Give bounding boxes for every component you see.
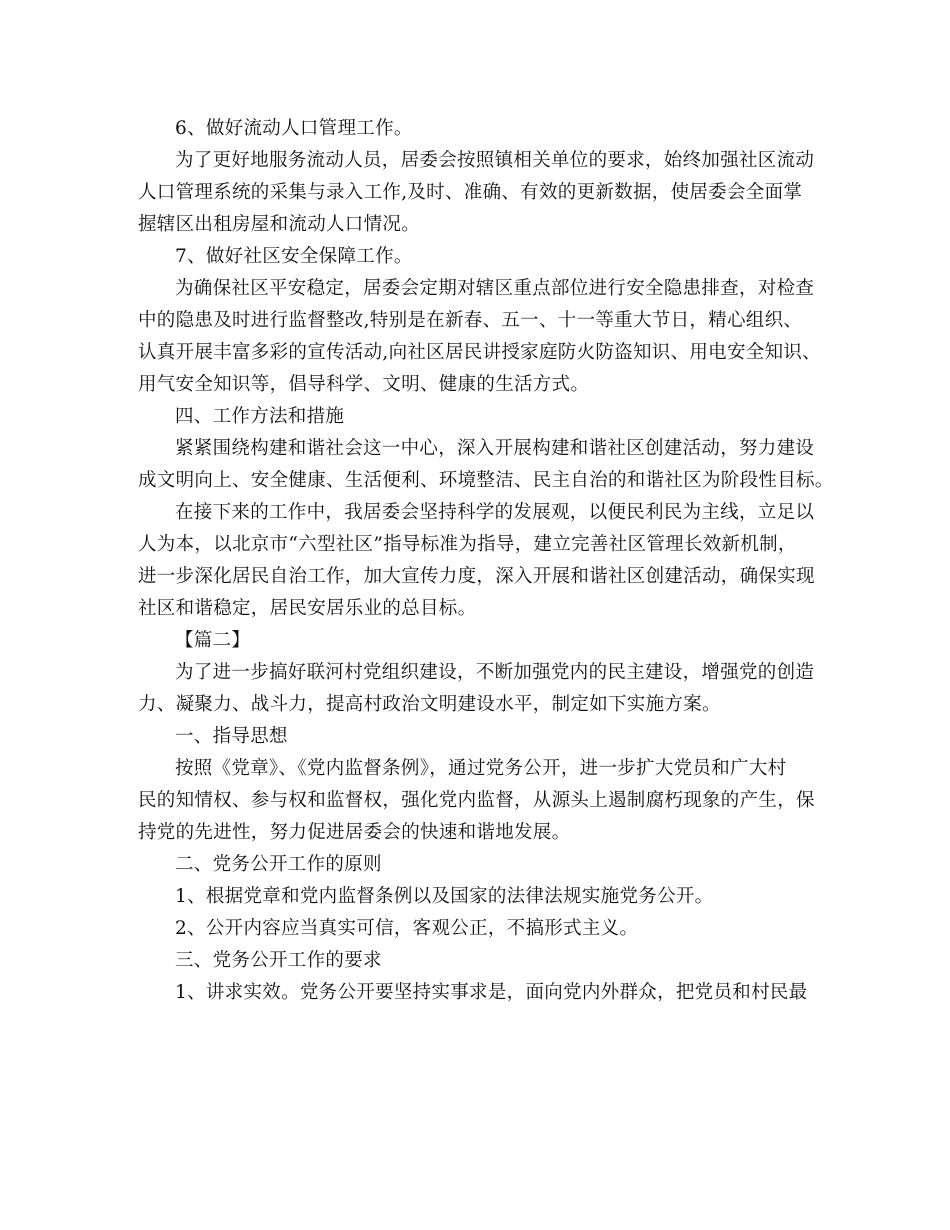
text-line: 进一步深化居民自治工作，加大宣传力度，深入开展和谐社区创建活动，确保实现 bbox=[138, 566, 815, 587]
text-line: 2、公开内容应当真实可信，客观公正，不搞形式主义。 bbox=[175, 918, 639, 939]
document-body bbox=[138, 113, 834, 1009]
text-line: 民的知情权、参与权和监督权，强化党内监督，从源头上遏制腐朽现象的产生，保 bbox=[138, 790, 815, 811]
text-line: 力、凝聚力、战斗力，提高村政治文明建设水平，制定如下实施方案。 bbox=[138, 694, 721, 715]
text-line: 为确保社区平安稳定，居委会定期对辖区重点部位进行安全隐患排查，对检查 bbox=[175, 278, 815, 299]
text-line: 握辖区出租房屋和流动人口情况。 bbox=[138, 214, 421, 235]
text-line: 人口管理系统的采集与录入工作,及时、准确、有效的更新数据，使居委会全面掌 bbox=[138, 182, 803, 203]
text-line: 社区和谐稳定，居民安居乐业的总目标。 bbox=[138, 598, 477, 619]
text-line: 人为本，以北京市“六型社区”指导标准为指导，建立完善社区管理长效新机制， bbox=[138, 534, 797, 555]
text-line: 认真开展丰富多彩的宣传活动,向社区居民讲授家庭防火防盗知识、用电安全知识、 bbox=[138, 342, 821, 363]
text-line: 在接下来的工作中，我居委会坚持科学的发展观，以便民利民为主线，立足以 bbox=[175, 502, 815, 523]
text-line: 用气安全知识等，倡导科学、文明、健康的生活方式。 bbox=[138, 374, 590, 395]
text-line: 三、党务公开工作的要求 bbox=[175, 950, 382, 971]
text-line: 为了进一步搞好联河村党组织建设，不断加强党内的民主建设，增强党的创造 bbox=[175, 662, 815, 683]
text-line: 7、做好社区安全保障工作。 bbox=[175, 246, 413, 267]
text-line: 紧紧围绕构建和谐社会这一中心，深入开展构建和谐社区创建活动，努力建设 bbox=[175, 438, 815, 459]
text-line: 一、指导思想 bbox=[175, 726, 288, 747]
text-line: 成文明向上、安全健康、生活便利、环境整洁、民主自治的和谐社区为阶段性目标。 bbox=[138, 470, 834, 491]
text-line: 1、根据党章和党内监督条例以及国家的法律法规实施党务公开。 bbox=[175, 886, 714, 907]
text-line: 四、工作方法和措施 bbox=[175, 406, 345, 427]
text-line: 中的隐患及时进行监督整改,特别是在新春、五一、十一等重大节日，精心组织、 bbox=[138, 310, 803, 331]
text-line: 持党的先进性，努力促进居委会的快速和谐地发展。 bbox=[138, 822, 571, 843]
text-line: 【篇二】 bbox=[175, 630, 251, 651]
text-line: 1、讲求实效。党务公开要坚持实事求是，面向党内外群众，把党员和村民最 bbox=[175, 982, 808, 1003]
text-line: 按照《党章》、《党内监督条例》，通过党务公开，进一步扩大党员和广大村 bbox=[175, 758, 787, 779]
text-line: 二、党务公开工作的原则 bbox=[175, 854, 382, 875]
text-line: 6、做好流动人口管理工作。 bbox=[175, 118, 413, 139]
text-line: 为了更好地服务流动人员，居委会按照镇相关单位的要求，始终加强社区流动 bbox=[175, 150, 815, 171]
